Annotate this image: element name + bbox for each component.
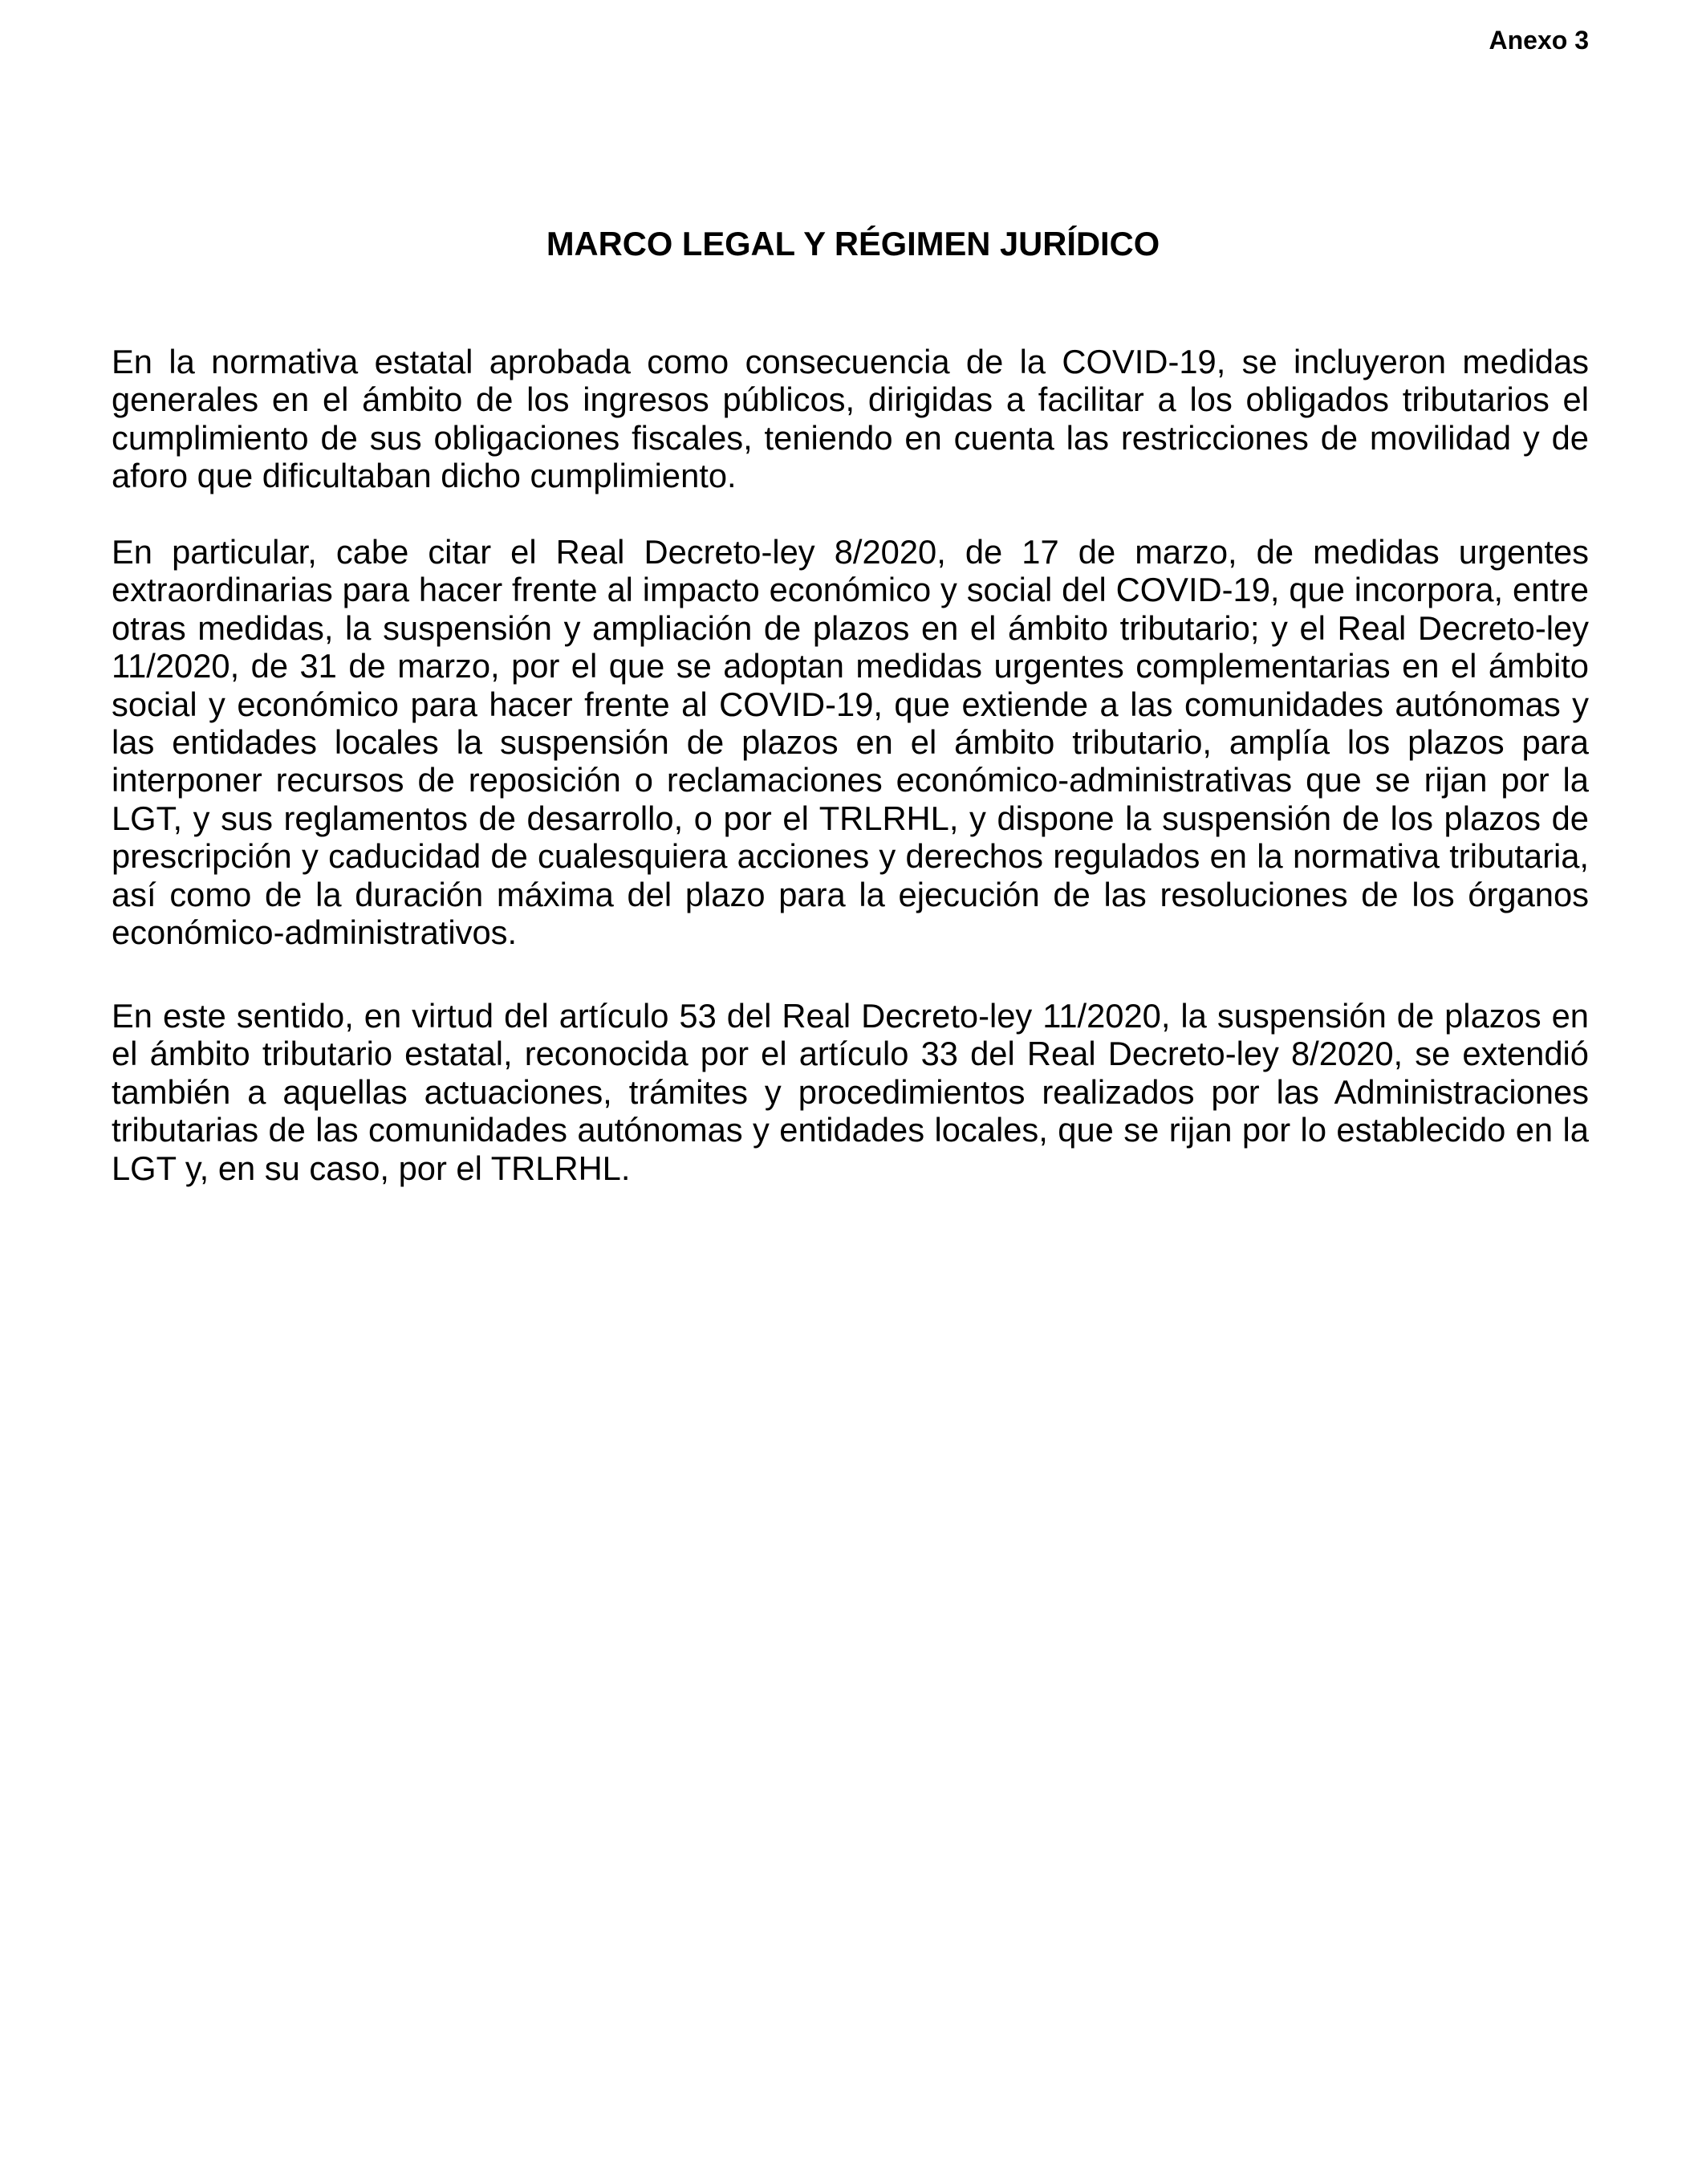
annex-label: Anexo 3 bbox=[1489, 26, 1589, 55]
text-line: otras medidas, la suspensión y ampliación de plazos en el ámbito tributario; y el Real Decreto-ley bbox=[112, 608, 1589, 647]
text-line: social y económico para hacer frente al COVID-19, que extiende a las comunidades autónomas y bbox=[112, 685, 1589, 723]
text-line: así como de la duración máxima del plazo para la ejecución de las resoluciones de los órganos bbox=[112, 875, 1589, 913]
text-line: económico-administrativos. bbox=[112, 913, 518, 952]
text-line: el ámbito tributario estatal, reconocida por el artículo 33 del Real Decreto-ley 8/2020, se extendió bbox=[112, 1035, 1589, 1073]
text-line: cumplimiento de sus obligaciones fiscales, teniendo en cuenta las restricciones de movilidad y de bbox=[112, 418, 1589, 457]
text-line: también a aquellas actuaciones, trámites y procedimientos realizados por las Administraciones bbox=[112, 1072, 1589, 1111]
text-line: extraordinarias para hacer frente al impacto económico y social del COVID-19, que incorpora, entre bbox=[112, 571, 1589, 609]
text-line: En particular, cabe citar el Real Decreto-ley 8/2020, de 17 de marzo, de medidas urgentes bbox=[112, 533, 1589, 571]
paragraph-3 bbox=[112, 997, 1589, 1187]
text-line: las entidades locales la suspensión de plazos en el ámbito tributario, amplía los plazos para bbox=[112, 723, 1589, 762]
text-line: 11/2020, de 31 de marzo, por el que se adoptan medidas urgentes complementarias en el ámbito bbox=[112, 647, 1589, 685]
text-line: En este sentido, en virtud del artículo 53 del Real Decreto-ley 11/2020, la suspensión de plazos en bbox=[112, 997, 1589, 1035]
text-line: LGT y, en su caso, por el TRLRHL. bbox=[112, 1149, 631, 1187]
paragraph-1 bbox=[112, 343, 1589, 495]
page-title: MARCO LEGAL Y RÉGIMEN JURÍDICO bbox=[546, 225, 1160, 262]
text-line: interponer recursos de reposición o reclamaciones económico-administrativas que se rijan por la bbox=[112, 761, 1589, 799]
text-line: tributarias de las comunidades autónomas y entidades locales, que se rijan por lo establecido en la bbox=[112, 1111, 1589, 1149]
text-line: prescripción y caducidad de cualesquiera acciones y derechos regulados en la normativa tributaria, bbox=[112, 837, 1589, 876]
text-line: generales en el ámbito de los ingresos públicos, dirigidas a facilitar a los obligados tributarios el bbox=[112, 380, 1589, 419]
text-line: En la normativa estatal aprobada como consecuencia de la COVID-19, se incluyeron medidas bbox=[112, 343, 1589, 380]
text-line: LGT, y sus reglamentos de desarrollo, o por el TRLRHL, y dispone la suspensión de los plazos de bbox=[112, 799, 1589, 837]
paragraph-2 bbox=[112, 533, 1589, 951]
text-line: aforo que dificultaban dicho cumplimiento. bbox=[112, 457, 737, 495]
